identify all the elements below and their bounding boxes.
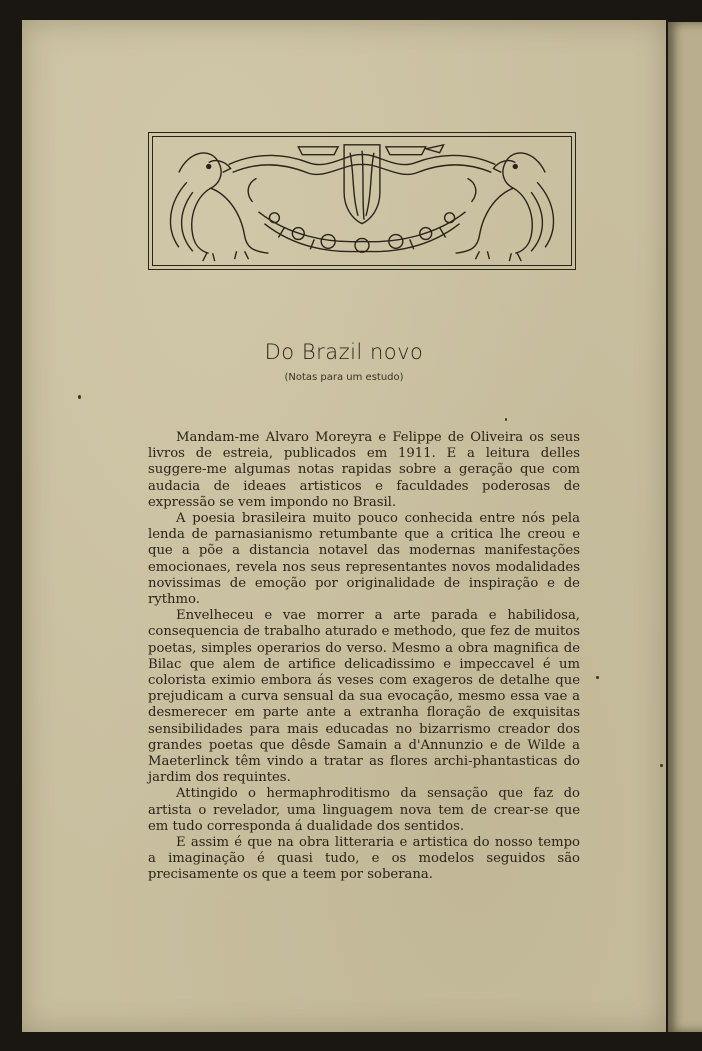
paragraph: Envelheceu e vae morrer a arte parada e habilidosa, consequencia de trabalho aturado e methodo, que fez de muitos poetas, simples operarios do verso. Mesmo a obra magnifica de Bilac que alem de artifice delicadissimo e impeccavel é um colorista eximio embora ás veses com exageros de detalhe que prejudicam a curva sensual da sua evocação, mesmo essa vae a desmerecer em parte ante a extranha floração de exquisitas sensibilidades para mais educadas no bizarrismo creador dos grandes poetas que dêsde Samain a d'Annunzio e de Wilde a Maeterlinck têm vindo a tratar as flores archi-phantasticas do jardim dos requintes. xyxy=(148,608,580,786)
paragraph: E assim é que na obra litteraria e artistica do nosso tempo a imaginação é quasi tudo, e os modelos seguidos são precisamente os que a teem por soberana. xyxy=(148,835,580,883)
paper-speck xyxy=(660,764,663,767)
eagles-and-drapery-vignette-icon xyxy=(149,133,575,269)
paper-speck xyxy=(78,395,81,399)
paragraph: A poesia brasileira muito pouco conhecida entre nós pela lenda de parnasianismo retumbante que a critica lhe creou e que a põe a distancia notavel das modernas manifestações emocionaes, revela nos seus representantes novos modalidades novissimas de emoção por originalidade de inspiração e de rythmo. xyxy=(148,511,580,608)
article-body xyxy=(148,430,580,884)
adjacent-page-edge xyxy=(668,22,702,1032)
paper-speck xyxy=(505,418,507,421)
article-title: Do Brazil novo xyxy=(264,340,424,364)
paragraph: Mandam-me Alvaro Moreyra e Felippe de Oliveira os seus livros de estreia, publicados em 1911. E a leitura delles suggere-me algumas notas rapidas sobre a geração que com audacia de ideaes artisticos e faculdades poderosas de expressão se vem impondo no Brasil. xyxy=(148,430,580,510)
decorative-header-vignette xyxy=(148,132,576,270)
paper-speck xyxy=(596,676,599,679)
paragraph: Attingido o hermaphroditismo da sensação que faz do artista o revelador, uma linguagem nova tem de crear-se que em tudo corresponda á dualidade dos sentidos. xyxy=(148,786,580,834)
article-subtitle: (Notas para um estudo) xyxy=(284,372,404,383)
